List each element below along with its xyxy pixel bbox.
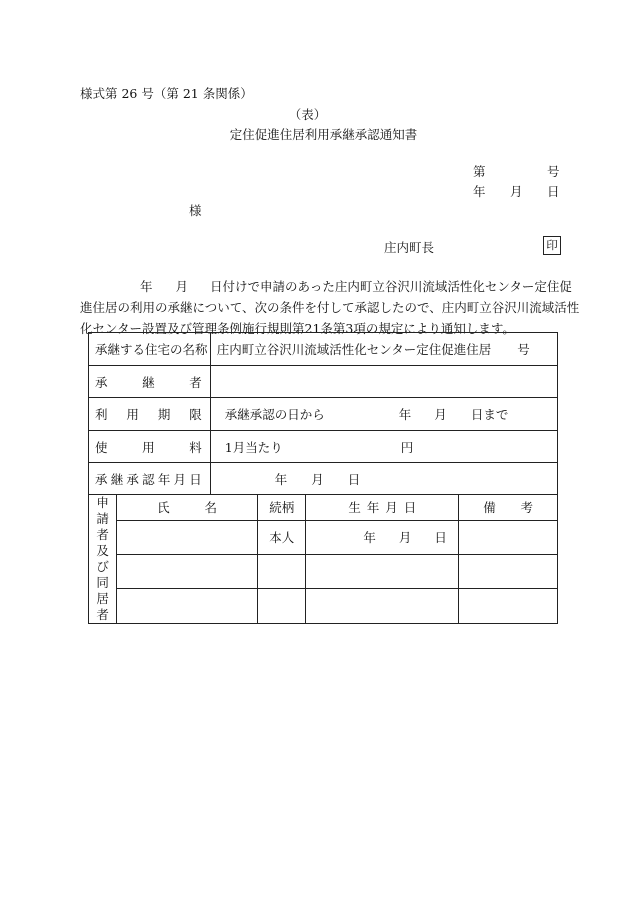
- row-successor: [89, 366, 558, 398]
- number-go: 号: [547, 164, 560, 179]
- residence-name-label: 承継する住宅の名称: [89, 333, 211, 366]
- residence-name-value: 庄内町立谷沢川流域活性化センター定住促進住居 号: [210, 333, 557, 366]
- body-line-3: 化センター設置及び管理条例施行規則第21条第3項の規定により通知します。: [80, 321, 515, 336]
- applicant-row-self: [89, 520, 558, 554]
- applicant-row-3: [89, 588, 558, 623]
- col-birth-header: 生 年 月 日: [306, 495, 459, 521]
- successor-value: [210, 366, 557, 398]
- fee-label: 使 用 料: [89, 431, 211, 463]
- addressee-sama: 様: [189, 203, 202, 218]
- col-remarks-header: 備 考: [459, 495, 558, 521]
- notice-form-table: [88, 332, 558, 624]
- applicant-birth-cell: [306, 554, 459, 588]
- applicant-row-2: [89, 554, 558, 588]
- applicant-remarks-cell: [459, 520, 558, 554]
- term-value: 承継承認の日から 年 月 日まで: [210, 398, 557, 431]
- approval-date-value: 年 月 日: [210, 463, 557, 495]
- date-day: 日: [547, 184, 560, 199]
- body-paragraph: [80, 276, 580, 339]
- date-month: 月: [510, 184, 523, 199]
- row-fee: [89, 431, 558, 463]
- applicant-relation-cell: [258, 588, 306, 623]
- applicant-relation-cell: 本人: [258, 520, 306, 554]
- applicant-name-cell: [117, 554, 258, 588]
- col-name-header: 氏 名: [117, 495, 258, 521]
- number-dai: 第: [473, 164, 486, 179]
- applicant-name-cell: [117, 520, 258, 554]
- body-line-1: 年 月 日付けで申請のあった庄内町立谷沢川流域活性化センター定住促: [140, 279, 572, 294]
- document-title: 定住促進住居利用承継承認通知書: [229, 127, 418, 142]
- applicants-header-row: [89, 495, 558, 521]
- fee-value: 1月当たり 円: [210, 431, 557, 463]
- applicant-remarks-cell: [459, 588, 558, 623]
- row-approval-date: [89, 463, 558, 495]
- col-relation-header: 続柄: [258, 495, 306, 521]
- applicants-side-label: 申 請 者 及 び 同 居 者: [89, 495, 117, 624]
- applicant-birth-cell: [306, 588, 459, 623]
- applicant-birth-cell: 年 月 日: [306, 520, 459, 554]
- applicant-relation-cell: [258, 554, 306, 588]
- term-label: 利 用 期 限: [89, 398, 211, 431]
- side-label: （表）: [288, 107, 327, 122]
- applicant-name-cell: [117, 588, 258, 623]
- applicant-remarks-cell: [459, 554, 558, 588]
- seal-stamp: 印: [543, 236, 561, 255]
- row-term: [89, 398, 558, 431]
- date-year: 年: [473, 184, 486, 199]
- successor-label: 承 継 者: [89, 366, 211, 398]
- issuer-name: 庄内町長: [384, 240, 435, 255]
- row-residence-name: [89, 333, 558, 366]
- approval-date-label: 承 継 承 認 年 月 日: [89, 463, 211, 495]
- form-number: 様式第 26 号（第 21 条関係）: [80, 86, 253, 101]
- body-line-2: 進住居の利用の承継について、次の条件を付して承認したので、庄内町立谷沢川流域活性: [80, 300, 580, 315]
